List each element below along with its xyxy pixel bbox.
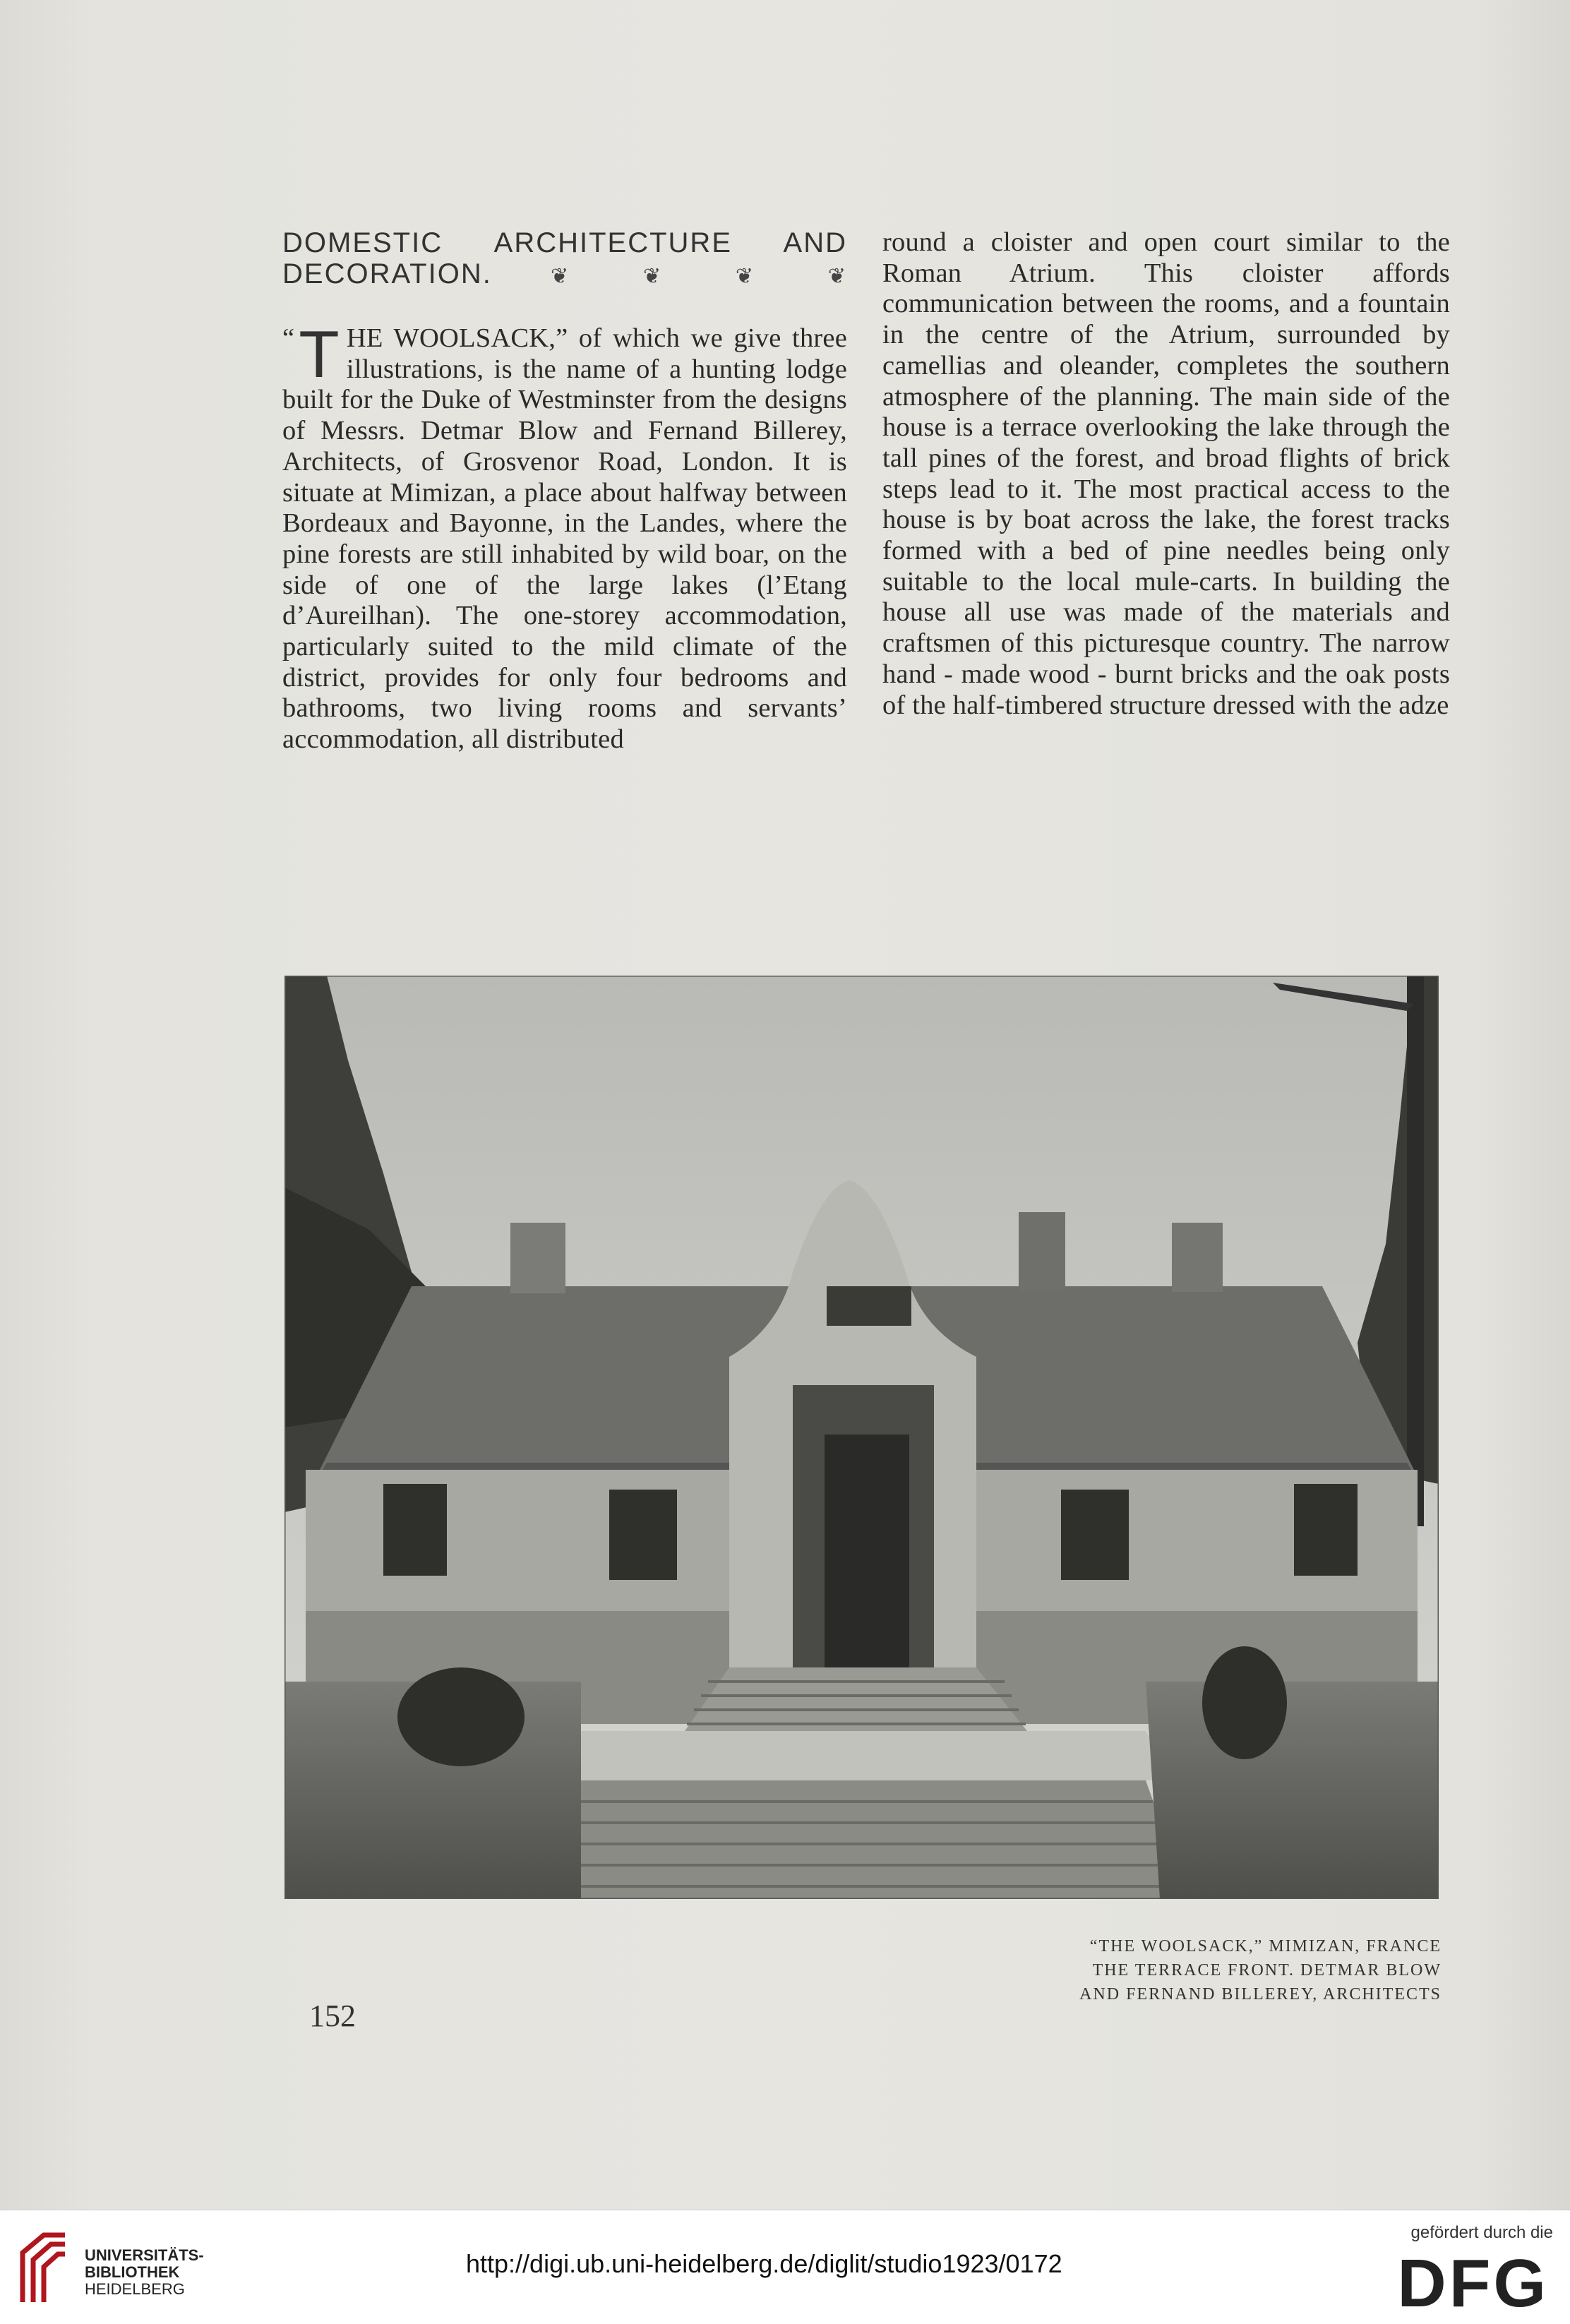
terrace-steps-lower <box>539 1780 1188 1899</box>
caption-line-2: THE TERRACE FRONT. DETMAR BLOW <box>1092 1961 1442 1979</box>
leaf-ornament-icon: ❦ <box>642 265 663 288</box>
house-illustration <box>284 976 1439 1899</box>
funded-by-label: gefördert durch die <box>1410 2223 1553 2242</box>
viewer-footer <box>0 2210 1570 2324</box>
chimney <box>1019 1212 1065 1291</box>
caption-line-3: AND FERNAND BILLEREY, ARCHITECTS <box>1079 1985 1442 2003</box>
heading-line-1: DOMESTIC ARCHITECTURE AND <box>282 227 847 258</box>
shrub <box>1202 1646 1287 1759</box>
left-body-text: HE WOOLSACK,” of which we give three illustrations, is the name of a hunting lodge built for the Duke of Westminster from the designs of Messrs. Detmar Blow and Fernand Billerey, Architects, of Grosvenor Road, London. It is situate at Mimizan, a place about halfway between Bordeaux and Bayonne, in the Landes, where the pine forests are still inhabited by wild boar, on the side of one of the large lakes (l’Etang d’Aureilhan). The one-storey accommodation, particularly suited to the mild climate of the district, provides for only four bedrooms and bathrooms, two living rooms and servants’ accommodation, all distributed <box>282 323 847 755</box>
photo-caption <box>947 1934 1442 2006</box>
shrub <box>397 1667 525 1766</box>
leaf-ornament-icon: ❦ <box>735 265 755 288</box>
heading-line-2-text: DECORATION. <box>282 258 492 289</box>
library-line-1: UNIVERSITÄTS- <box>85 2246 204 2264</box>
window <box>383 1484 447 1576</box>
chimney <box>1172 1223 1223 1292</box>
leaf-ornament-icon: ❦ <box>827 265 847 288</box>
page-number: 152 <box>309 1999 356 2033</box>
entrance-door <box>825 1434 909 1667</box>
heading-line-2 <box>282 258 847 292</box>
terrace-steps-upper <box>680 1667 1033 1738</box>
article-heading <box>282 227 847 292</box>
leaf-ornament-icon: ❦ <box>551 265 570 288</box>
dfg-logo[interactable]: DFG <box>1397 2246 1549 2321</box>
right-column <box>882 227 1450 721</box>
library-line-3: HEIDELBERG <box>85 2280 185 2298</box>
left-paragraph <box>282 317 847 755</box>
open-quote: “ <box>282 323 295 353</box>
drop-cap: T <box>299 317 340 391</box>
right-garden <box>1146 1682 1439 1899</box>
library-logo-icon[interactable] <box>16 2224 72 2309</box>
window <box>1294 1484 1358 1576</box>
woolsack-photograph <box>284 976 1439 1899</box>
caption-line-1: “THE WOOLSACK,” MIMIZAN, FRANCE <box>1089 1937 1442 1955</box>
terrace-landing <box>553 1731 1174 1780</box>
library-line-2: BIBLIOTHEK <box>85 2263 180 2281</box>
left-column <box>282 227 847 755</box>
permalink-url[interactable]: http://digi.ub.uni-heidelberg.de/diglit/studio1923/0172 <box>466 2249 1062 2278</box>
right-paragraph: round a cloister and open court similar to the Roman Atrium. This cloister affords communication between the rooms, and a fountain in the centre of the Atrium, surrounded by camellias and oleander, completes the southern atmosphere of the planning. The main side of the house is a terrace overlooking the lake through the tall pines of the forest, and broad flights of brick steps lead to it. The most practical access to the house is by boat across the lake, the forest tracks formed with a bed of pine needles being only suitable to the local mule-carts. In building the house all use was made of the materials and craftsmen of this picturesque country. The narrow hand - made wood - burnt bricks and the oak posts of the half-timbered structure dressed with the adze <box>882 227 1450 720</box>
window <box>1061 1490 1129 1580</box>
heading-ornaments <box>551 258 847 292</box>
chimney <box>510 1223 565 1293</box>
dovecote-openings <box>827 1286 911 1326</box>
window <box>609 1490 677 1580</box>
library-name[interactable] <box>85 2247 204 2298</box>
